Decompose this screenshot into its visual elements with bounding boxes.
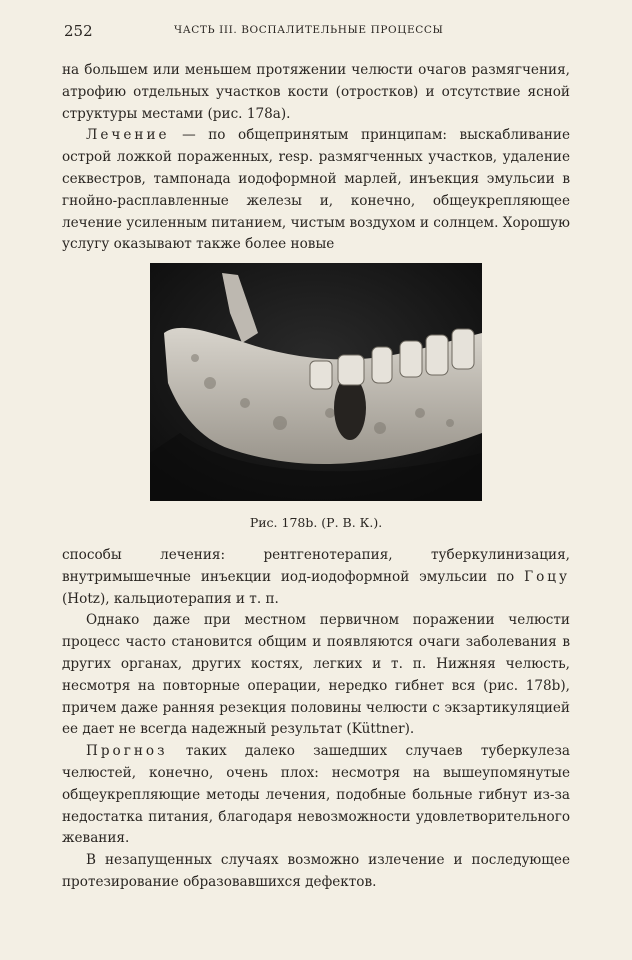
- text-block-bottom: [62, 545, 570, 894]
- prognosis-heading: Прогноз: [86, 743, 168, 760]
- paragraph-prosthetics: В незапущенных случаях возможно излечение и последующее протезирование образовавшихся дефектов.: [62, 852, 570, 890]
- treatment-heading: Лечение: [86, 127, 170, 144]
- paragraph-new-methods: [62, 545, 570, 610]
- prognosis-text: таких далеко зашедших случаев туберкулеза челюстей, конечно, очень плох: несмотря на вышеупомянутые общеукрепляющие методы лечения, подобные больные гибнут из-за недостатка питания, благодаря невозможности удовлетворительного жевания.: [62, 743, 570, 847]
- new-methods-end: (Hotz), кальциотерапия и т. п.: [62, 590, 279, 607]
- author-name-hotz: Гоцу: [524, 568, 570, 585]
- paragraph-prognosis: [62, 741, 570, 850]
- page-header: [64, 22, 572, 42]
- jaw-specimen-photo: [150, 263, 482, 501]
- paragraph-x-ray-findings: на большем или меньшем протяжении челюсти очагов размягчения, атрофию отдельных участков кости (отростков) и отсутствие ясной структуры местами (рис. 178а).: [62, 62, 570, 122]
- page-number: 252: [64, 22, 93, 40]
- treatment-text: — по общепринятым принципам: выскабливание острой ложкой пораженных, resp. размягченных участков, удаление секвестров, тампонада иодоформной марлей, инъекция эмульсии в гнойно-расплавленные железы и, конечно, общеукрепляющее лечение усиленным питанием, чистым воздухом и солнцем. Хорошую услугу оказывают также более новые: [62, 127, 570, 253]
- new-methods-text: способы лечения: рентгенотерапия, туберкулинизация, внутримышечные инъекции иод-иодоформной эмульсии по: [62, 547, 570, 585]
- figure-caption: Рис. 178b. (Р. В. К.).: [249, 515, 383, 530]
- text-block-top: [62, 60, 570, 256]
- paragraph-treatment: [62, 125, 570, 256]
- paragraph-generalization: Однако даже при местном первичном поражении челюсти процесс часто становится общим и появляются очаги заболевания в других органах, других костях, легких и т. п. Нижняя челюсть, несмотря на повторные операции, нередко гибнет вся (рис. 178b), причем даже ранняя резекция половины челюсти с экзартикуляцией ее дает не всегда надежный результат (Küttner).: [62, 612, 570, 738]
- running-head: ЧАСТЬ III. ВОСПАЛИТЕЛЬНЫЕ ПРОЦЕССЫ: [174, 24, 444, 36]
